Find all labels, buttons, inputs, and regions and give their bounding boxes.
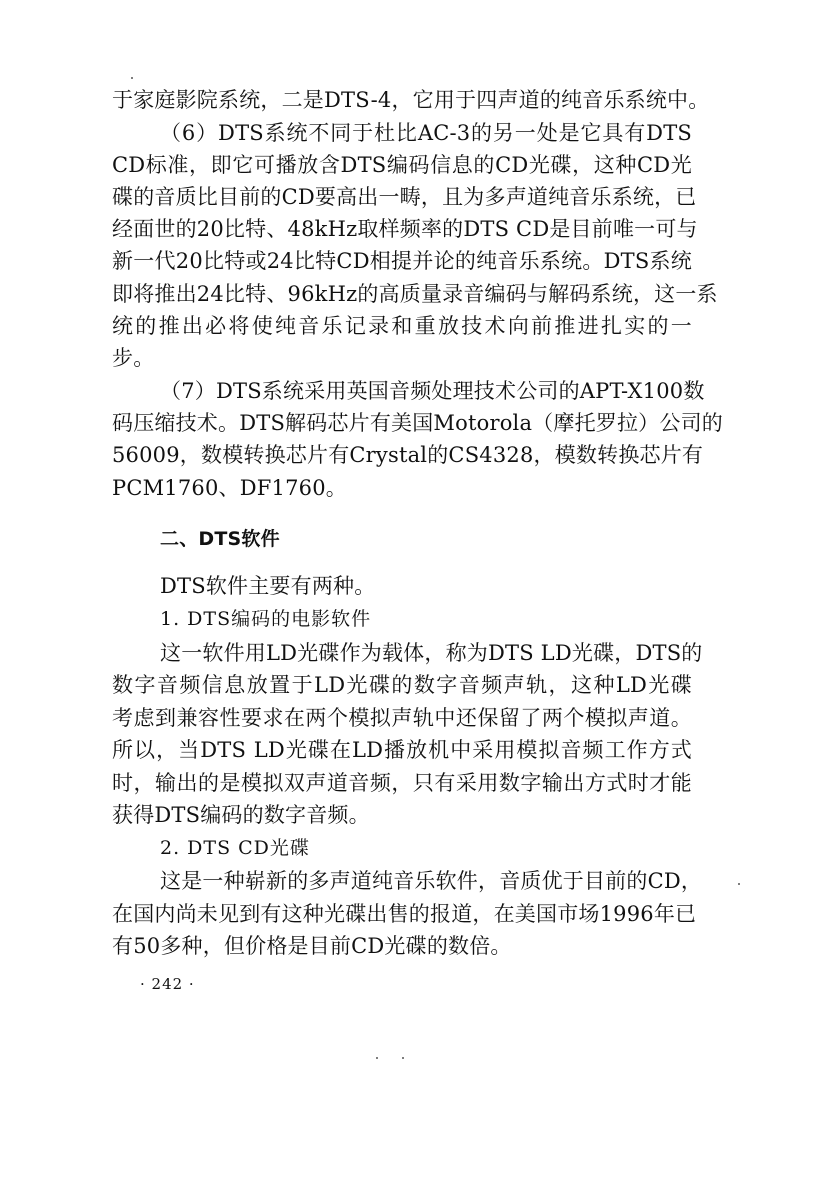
text-line: PCM1760、DF1760。: [112, 476, 347, 500]
text-line: （6）DTS系统不同于杜比AC-3的另一处是它具有DTS: [160, 121, 692, 145]
text-line: 即将推出24比特、96kHz的高质量录音编码与解码系统，这一系: [112, 282, 718, 306]
text-line: CD标准，即它可播放含DTS编码信息的CD光碟，这种CD光: [112, 153, 692, 177]
scan-speck: [402, 1057, 404, 1059]
text-line: 56009，数模转换芯片有Crystal的CS4328，模数转换芯片有: [112, 443, 704, 467]
scan-speck: [376, 1057, 378, 1059]
text-line: 碟的音质比目前的CD要高出一畴，且为多声道纯音乐系统，已: [112, 185, 697, 209]
scan-speck: [131, 77, 133, 79]
text-line: （7）DTS系统采用英国音频处理技术公司的APT-X100数: [160, 379, 705, 403]
text-line: 这是一种崭新的多声道纯音乐软件，音质优于目前的CD，: [160, 869, 703, 893]
subheading: 1. DTS编码的电影软件: [160, 608, 372, 630]
text-line: 新一代20比特或24比特CD相提并论的纯音乐系统。DTS系统: [112, 249, 692, 273]
text-line: 于家庭影院系统，二是DTS-4，它用于四声道的纯音乐系统中。: [112, 88, 710, 112]
text-line: 在国内尚未见到有这种光碟出售的报道，在美国市场1996年已: [112, 902, 697, 926]
text-line: 所以，当DTS LD光碟在LD播放机中采用模拟音频工作方式: [112, 738, 692, 762]
subheading: 2. DTS CD光碟: [160, 837, 310, 859]
text-line: 数字音频信息放置于LD光碟的数字音频声轨，这种LD光碟: [112, 673, 692, 697]
text-line: 考虑到兼容性要求在两个模拟声轨中还保留了两个模拟声道。: [112, 706, 692, 730]
text-line: 码压缩技术。DTS解码芯片有美国Motorola（摩托罗拉）公司的: [112, 411, 723, 435]
text-line: DTS软件主要有两种。: [160, 574, 376, 598]
page-number: · 242 ·: [140, 975, 195, 993]
text-line: 有50多种，但价格是目前CD光碟的数倍。: [112, 934, 512, 958]
section-heading: 二、DTS软件: [160, 528, 280, 550]
text-line: 经面世的20比特、48kHz取样频率的DTS CD是目前唯一可与: [112, 217, 698, 241]
text-line: 获得DTS编码的数字音频。: [112, 803, 370, 827]
text-line: 统的推出必将使纯音乐记录和重放技术向前推进扎实的一: [112, 314, 692, 338]
text-line: 这一软件用LD光碟作为载体，称为DTS LD光碟，DTS的: [160, 641, 703, 665]
scan-speck: [738, 883, 740, 885]
text-line: 时，输出的是模拟双声道音频，只有采用数字输出方式时才能: [112, 771, 692, 795]
text-line: 步。: [112, 346, 155, 370]
